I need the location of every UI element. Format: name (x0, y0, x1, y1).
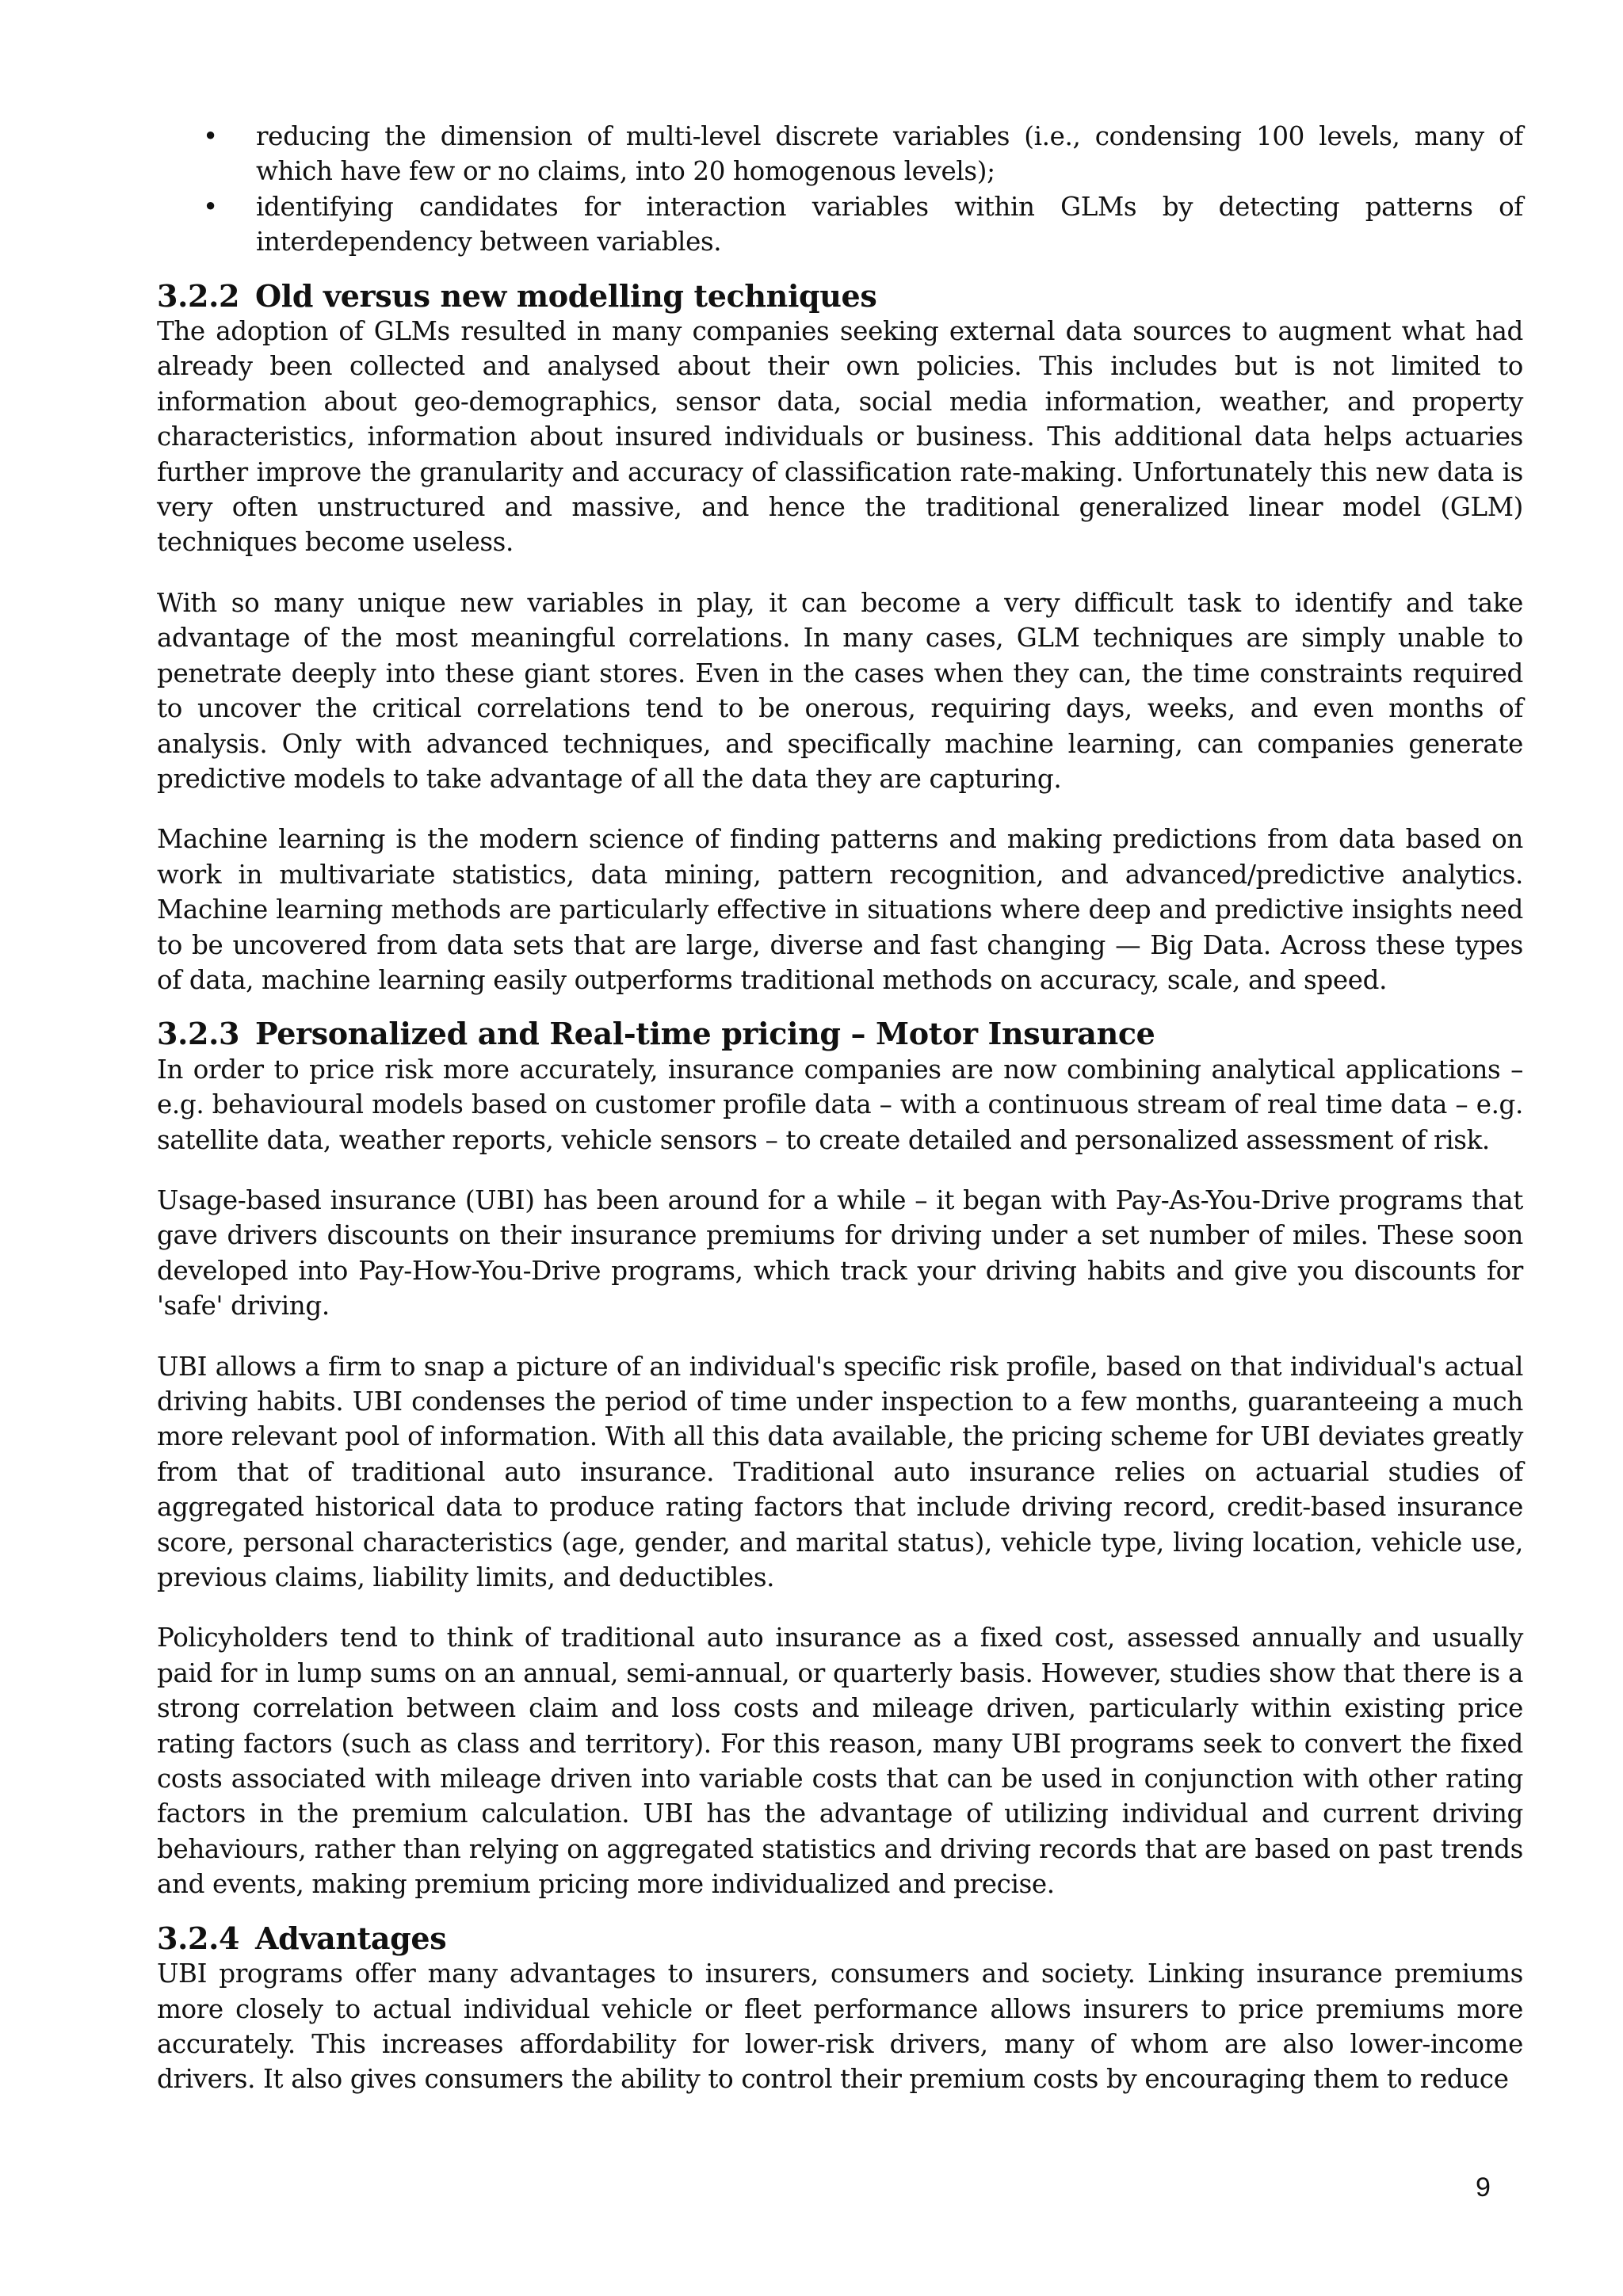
paragraph: Usage-based insurance (UBI) has been around for a while – it began with Pay-As-You-Drive programs that gave drivers discounts on their insurance premiums for driving under a set number of miles. These soon developed into Pay-How-You-Drive programs, which track your driving habits and give you discounts for 'safe' driving. (157, 1184, 1523, 1322)
section-heading-3-2-2 (157, 260, 1523, 314)
page-number: 9 (1476, 2172, 1491, 2203)
paragraph: UBI programs offer many advantages to insurers, consumers and society. Linking insurance premiums more closely to actual individual vehicle or fleet performance allows insurers to price premiums more accurately. This increases affordability for lower-risk drivers, many of whom are also lower-income drivers. It also gives consumers the ability to control their premium costs by encouraging them to reduce (157, 1958, 1523, 2095)
list-item-text: identifying candidates for interaction variables within GLMs by detecting patterns of interdependency between variables. (256, 191, 1523, 257)
paragraph: Machine learning is the modern science of finding patterns and making predictions from data based on work in multivariate statistics, data mining, pattern recognition, and advanced/predictive analytics. Machine learning methods are particularly effective in situations where deep and predictive insights need to be uncovered from data sets that are large, diverse and fast changing — Big Data. Across these types of data, machine learning easily outperforms traditional methods on accuracy, scale, and speed. (157, 824, 1523, 995)
bullet-icon: • (203, 191, 218, 222)
paragraph: Policyholders tend to think of traditional auto insurance as a fixed cost, assessed annually and usually paid for in lump sums on an annual, semi-annual, or quarterly basis. However, studies show that there is a strong correlation between claim and loss costs and mileage driven, particularly within existing price rating factors (such as class and territory). For this reason, many UBI programs seek to convert the fixed costs associated with mileage driven into variable costs that can be used in conjunction with other rating factors in the premium calculation. UBI has the advantage of utilizing individual and current driving behaviours, rather than relying on aggregated statistics and driving records that are based on past trends and events, making premium pricing more individualized and precise. (157, 1623, 1523, 1900)
list-item-text: reducing the dimension of multi-level discrete variables (i.e., condensing 100 levels, many of which have few or no claims, into 20 homogenous levels); (256, 121, 1523, 187)
section-heading-3-2-4 (157, 1902, 1523, 1956)
paragraph: UBI allows a firm to snap a picture of an individual's specific risk profile, based on that individual's actual driving habits. UBI condenses the period of time under inspection to a few months, guaranteeing a much more relevant pool of information. With all this data available, the pricing scheme for UBI deviates greatly from that of traditional auto insurance. Traditional auto insurance relies on actuarial studies of aggregated historical data to produce rating factors that include driving record, credit-based insurance score, personal characteristics (age, gender, and marital status), vehicle type, living location, vehicle use, previous claims, liability limits, and deductibles. (157, 1351, 1523, 1593)
paragraph: The adoption of GLMs resulted in many companies seeking external data sources to augment what had already been collected and analysed about their own policies. This includes but is not limited to information about geo-demographics, sensor data, social media information, weather, and property characteristics, information about insured individuals or business. This additional data helps actuaries further improve the granularity and accuracy of classification rate-making. Unfortunately this new data is very often unstructured and massive, and hence the traditional generalized linear model (GLM) techniques become useless. (157, 316, 1523, 558)
section-title: Old versus new modelling techniques (255, 277, 877, 314)
paragraph: In order to price risk more accurately, insurance companies are now combining analytical applications – e.g. behavioural models based on customer profile data – with a continuous stream of real time data – e.g. satellite data, weather reports, vehicle sensors – to create detailed and personalized assessment of risk. (157, 1054, 1523, 1155)
section-number: 3.2.4 (157, 1920, 240, 1956)
section-number: 3.2.2 (157, 277, 240, 314)
list-item (157, 119, 1523, 189)
section-heading-3-2-3 (157, 997, 1523, 1051)
list-item (157, 189, 1523, 260)
section-title: Advantages (255, 1920, 447, 1956)
bullet-list (157, 119, 1523, 260)
bullet-icon: • (203, 121, 218, 151)
document-page (157, 119, 1523, 2097)
section-number: 3.2.3 (157, 1016, 240, 1052)
section-title: Personalized and Real-time pricing – Motor Insurance (255, 1016, 1155, 1052)
paragraph: With so many unique new variables in play, it can become a very difficult task to identify and take advantage of the most meaningful correlations. In many cases, GLM techniques are simply unable to penetrate deeply into these giant stores. Even in the cases when they can, the time constraints required to uncover the critical correlations tend to be onerous, requiring days, weeks, and even months of analysis. Only with advanced techniques, and specifically machine learning, can companies generate predictive models to take advantage of all the data they are capturing. (157, 587, 1523, 794)
